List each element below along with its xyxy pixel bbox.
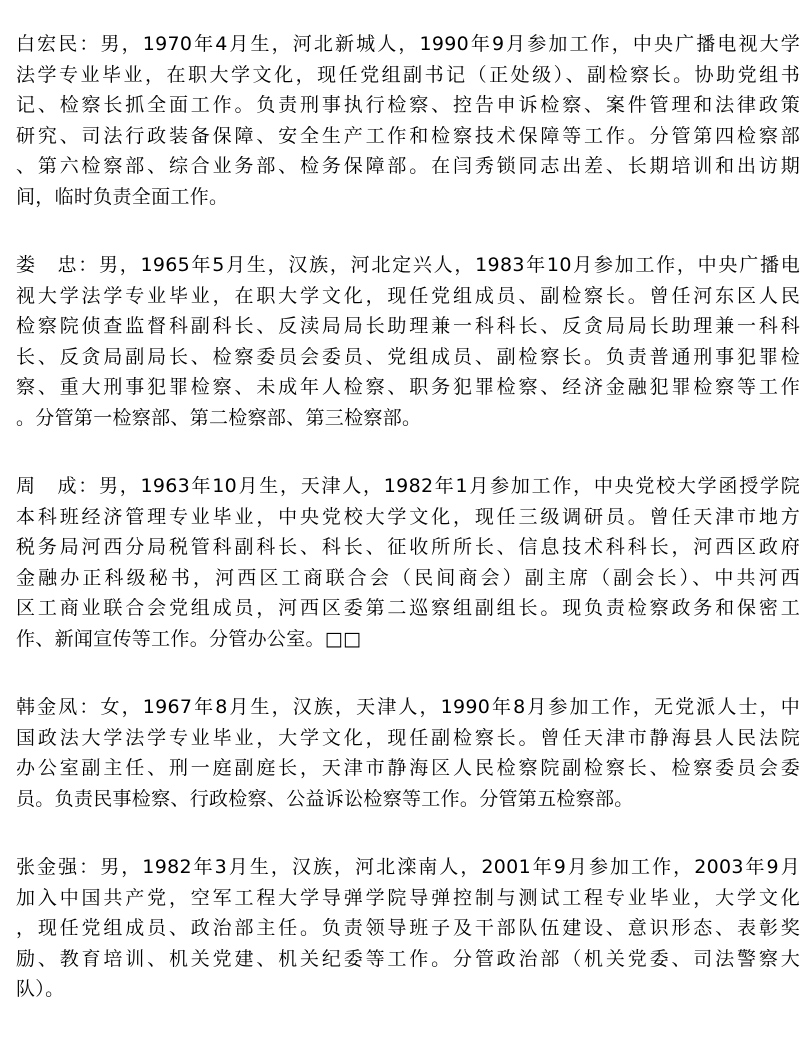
- profile-han-jinfeng: [16, 692, 800, 814]
- text-line: 记、检察长抓全面工作。负责刑事执行检察、控告申诉检察、案件管理和法律政策: [16, 94, 800, 116]
- text-line: 韩金凤：女，1967年8月生，汉族，天津人，1990年8月参加工作，无党派人士，中: [16, 696, 800, 718]
- text-line: 作、新闻宣传等工作。分管办公室。□□: [16, 627, 362, 650]
- text-line: 法学专业毕业，在职大学文化，现任党组副书记（正处级）、副检察长。协助党组书: [16, 63, 800, 86]
- profiles-document: [16, 29, 800, 1043]
- text-line: 。分管第一检察部、第二检察部、第三检察部。: [16, 406, 422, 429]
- text-line: 视大学法学专业毕业，在职大学文化，现任党组成员、副检察长。曾任河东区人民: [16, 284, 800, 307]
- text-line: 、第六检察部、综合业务部、检务保障部。在闫秀锁同志出差、长期培训和出访期: [16, 155, 800, 177]
- text-line: 励、教育培训、机关党建、机关纪委等工作。分管政治部（机关党委、司法警察大: [16, 947, 800, 970]
- text-line: 国政法大学法学专业毕业，大学文化，现任副检察长。曾任天津市静海县人民法院: [16, 726, 800, 749]
- text-line: 办公室副主任、刑一庭副庭长，天津市静海区人民检察院副检察长、检察委员会委: [16, 757, 800, 779]
- text-line: 加入中国共产党，空军工程大学导弹学院导弹控制与测试工程专业毕业，大学文化: [16, 886, 800, 909]
- text-line: 娄 忠：男，1965年5月生，汉族，河北定兴人，1983年10月参加工作，中央广播电: [16, 254, 800, 276]
- text-line: 检察院侦查监督科副科长、反渎局局长助理兼一科科长、反贪局局长助理兼一科科: [16, 315, 800, 337]
- text-line: 察、重大刑事犯罪检察、未成年人检察、职务犯罪检察、经济金融犯罪检察等工作: [16, 376, 800, 398]
- text-line: 税务局河西分局税管科副科长、科长、征收所所长、信息技术科科长，河西区政府: [16, 536, 800, 558]
- text-line: 本科班经济管理专业毕业，中央党校大学文化，现任三级调研员。曾任天津市地方: [16, 505, 800, 528]
- profile-bai-hongmin: [16, 29, 800, 212]
- text-line: 白宏民：男，1970年4月生，河北新城人，1990年9月参加工作，中央广播电视大学: [16, 33, 800, 55]
- text-line: ，现任党组成员、政治部主任。负责领导班子及干部队伍建设、意识形态、表彰奖: [16, 917, 800, 939]
- text-line: 研究、司法行政装备保障、安全生产工作和检察技术保障等工作。分管第四检察部: [16, 124, 800, 147]
- profile-zhang-jinqiang: [16, 852, 800, 1005]
- text-line: 周 成：男，1963年10月生，天津人，1982年1月参加工作，中央党校大学函授学院: [16, 475, 800, 497]
- text-line: 队）。: [16, 978, 65, 1000]
- text-line: 间，临时负责全面工作。: [16, 185, 229, 208]
- text-line: 员。负责民事检察、行政检察、公益诉讼检察等工作。分管第五检察部。: [16, 787, 634, 810]
- text-line: 区工商业联合会党组成员，河西区委第二巡察组副组长。现负责检察政务和保密工: [16, 597, 800, 619]
- text-line: 长、反贪局副局长、检察委员会委员、党组成员、副检察长。负责普通刑事犯罪检: [16, 345, 800, 368]
- text-line: 张金强：男，1982年3月生，汉族，河北滦南人，2001年9月参加工作，2003年9月: [16, 856, 800, 878]
- profile-lou-zhong: [16, 250, 800, 433]
- text-line: 金融办正科级秘书，河西区工商联合会（民间商会）副主席（副会长）、中共河西: [16, 566, 800, 589]
- profile-zhou-cheng: [16, 471, 800, 654]
